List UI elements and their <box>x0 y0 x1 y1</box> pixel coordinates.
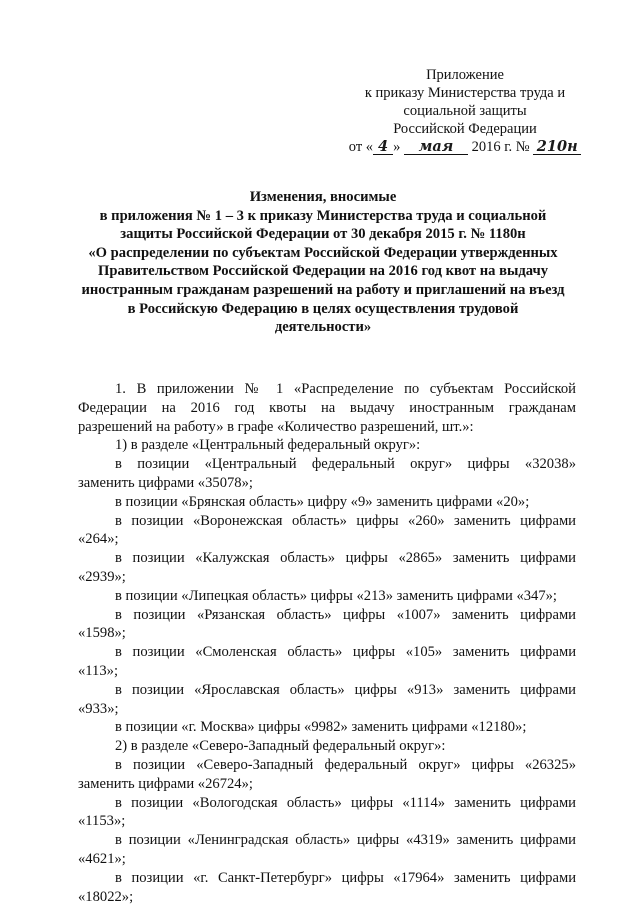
appendix-ministry-line: социальной защиты <box>403 103 527 119</box>
body-line: 1. В приложении № 1 «Распределение по субъектам Российской <box>115 381 576 397</box>
body-line: «1598»; <box>78 625 126 642</box>
body-line: «113»; <box>78 662 118 679</box>
body-line: в позиции «Центральный федеральный округ» цифры «32038» <box>115 456 576 473</box>
date-mid: » <box>393 139 401 155</box>
date-year: 2016 г. № <box>471 139 530 155</box>
body-line: в позиции «Липецкая область» цифры «213» заменить цифрами «347»; <box>115 587 557 604</box>
appendix-country-line: Российской Федерации <box>393 121 537 137</box>
body-line: в позиции «Воронежская область» цифры «260» заменить цифрами <box>115 512 576 529</box>
body-line: заменить цифрами «35078»; <box>78 474 253 491</box>
title-line: в приложения № 1 – 3 к приказу Министерства труда и социальной <box>99 207 547 224</box>
body-line: «4621»; <box>78 850 126 867</box>
date-day-handwritten: 4 <box>373 139 393 155</box>
document-title <box>78 188 568 337</box>
body-line: в позиции «Ярославская область» цифры «913» заменить цифрами <box>115 681 576 698</box>
title-line: иностранным гражданам разрешений на работу и приглашений на въезд <box>81 281 565 298</box>
appendix-date-line <box>340 138 590 156</box>
body-line: в позиции «Северо-Западный федеральный округ» цифры «26325» <box>115 756 576 773</box>
title-line: «О распределении по субъектам Российской Федерации утвержденных <box>88 244 558 261</box>
body-line: в позиции «Ленинградская область» цифры «4319» заменить цифрами <box>115 832 576 849</box>
body-line: «1153»; <box>78 813 126 830</box>
order-number-handwritten: 210н <box>533 139 581 155</box>
date-prefix: от « <box>348 139 374 155</box>
body-line: в позиции «Вологодская область» цифры «1114» заменить цифрами <box>115 794 576 811</box>
body-line: в позиции «г. Санкт-Петербург» цифры «17964» заменить цифрами <box>115 869 576 886</box>
title-line: Правительством Российской Федерации на 2016 год квот на выдачу <box>98 263 548 280</box>
body-line: Федерации на 2016 год квоты на выдачу иностранным гражданам <box>78 399 576 416</box>
body-line: разрешений на работу» в графе «Количество разрешений, шт.»: <box>78 418 474 435</box>
body-line: заменить цифрами «26724»; <box>78 775 253 792</box>
appendix-header <box>340 66 590 156</box>
document-body <box>78 380 576 906</box>
body-line: в позиции «Смоленская область» цифры «105» заменить цифрами <box>115 644 576 661</box>
date-month-handwritten: мая <box>404 139 468 155</box>
appendix-label: Приложение <box>426 67 504 83</box>
body-line: 2) в разделе «Северо-Западный федеральный округ»: <box>115 738 446 755</box>
appendix-order-ref: к приказу Министерства труда и <box>364 85 566 101</box>
title-line: в Российскую Федерацию в целях осуществления трудовой <box>127 300 519 317</box>
title-line: деятельности» <box>274 319 372 336</box>
body-line: в позиции «Брянская область» цифру «9» заменить цифрами «20»; <box>115 493 530 510</box>
body-line: «2939»; <box>78 568 126 585</box>
title-line: защиты Российской Федерации от 30 декабря 2015 г. № 1180н <box>120 226 526 243</box>
body-line: «264»; <box>78 531 119 548</box>
body-line: «18022»; <box>78 888 134 905</box>
body-line: в позиции «г. Москва» цифры «9982» заменить цифрами «12180»; <box>115 719 527 736</box>
title-line: Изменения, вносимые <box>249 189 397 205</box>
body-line: 1) в разделе «Центральный федеральный округ»: <box>115 437 421 454</box>
body-line: в позиции «Калужская область» цифры «2865» заменить цифрами <box>115 550 576 567</box>
body-line: «933»; <box>78 700 119 717</box>
body-line: в позиции «Рязанская область» цифры «1007» заменить цифрами <box>115 606 576 623</box>
